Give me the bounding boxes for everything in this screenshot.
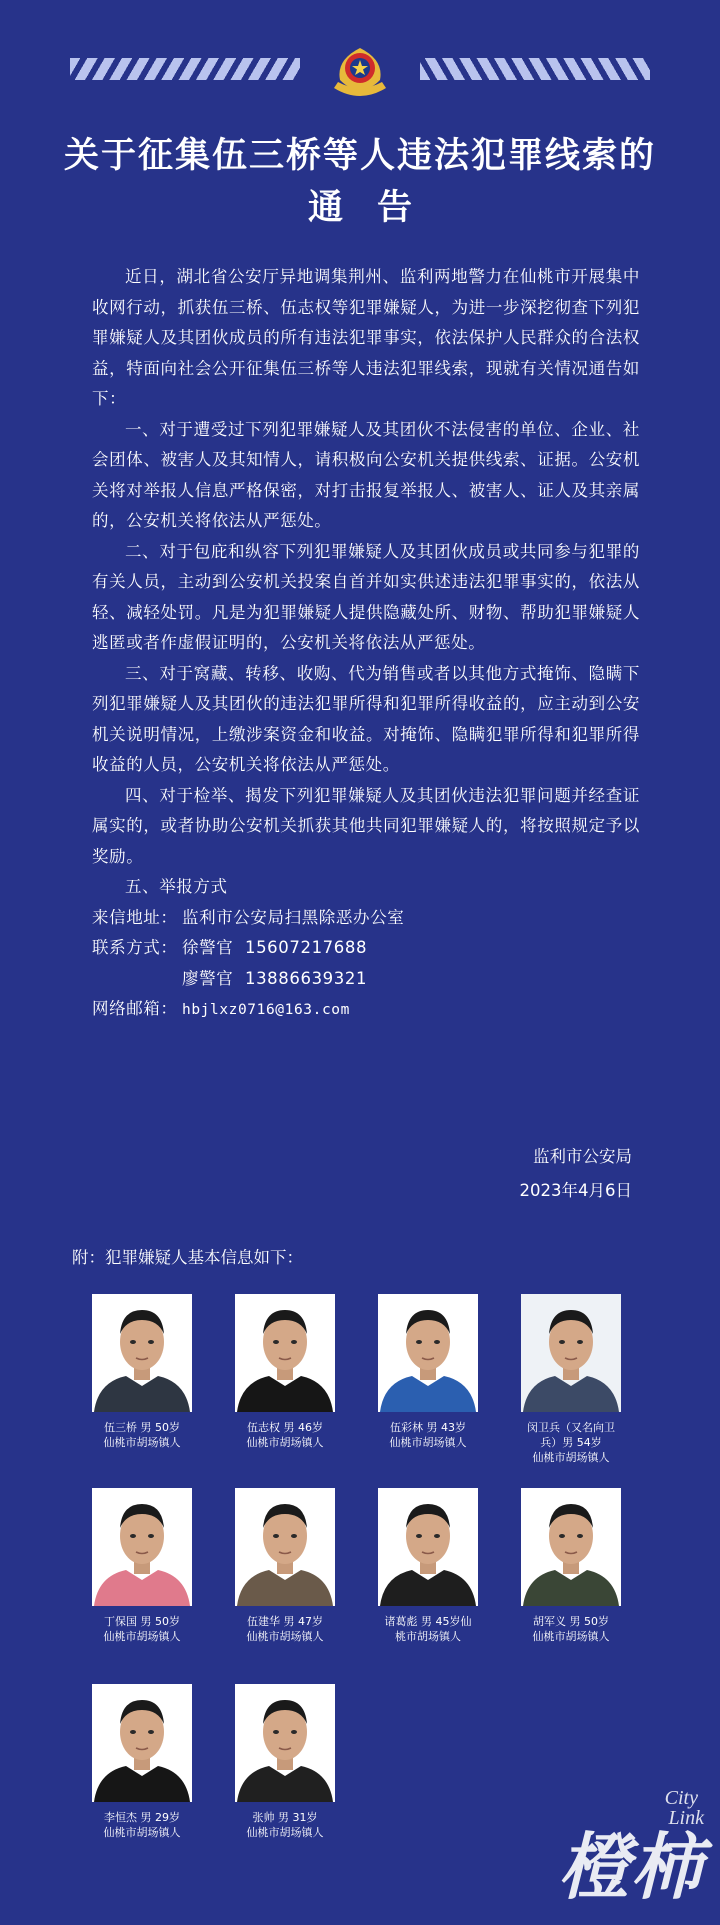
suspect-caption-line2: 仙桃市胡场镇人 <box>246 1826 324 1839</box>
email-label: 网络邮箱： <box>92 999 178 1018</box>
suspect-caption-line2: 仙桃市胡场镇人 <box>246 1436 324 1449</box>
portrait-icon <box>235 1488 335 1606</box>
header-stripe-right <box>420 58 650 80</box>
suspect-caption <box>219 1810 351 1840</box>
portrait-icon <box>235 1294 335 1412</box>
suspect-caption-line2: 桃市胡场镇人 <box>395 1630 461 1643</box>
address-value: 监利市公安局扫黑除恶办公室 <box>182 907 405 927</box>
watermark-text: 橙柿 <box>558 1825 703 1909</box>
address-label: 来信地址： <box>92 907 178 927</box>
email-row <box>92 994 640 1026</box>
phone-value-1: 徐警官 15607217688 <box>182 938 368 957</box>
suspect-caption-line1: 胡军义 男 50岁 <box>533 1615 609 1628</box>
annex-title: 附：犯罪嫌疑人基本信息如下： <box>72 1248 303 1267</box>
suspect-caption <box>505 1614 637 1644</box>
clause-5-heading: 五、举报方式 <box>125 877 228 896</box>
watermark-sub1: City <box>664 1787 698 1809</box>
clause-2: 二、对于包庇和纵容下列犯罪嫌疑人及其团伙成员或共同参与犯罪的有关人员，主动到公安机关投案自首并如实供述违法犯罪事实的，依法从轻、减轻处罚。凡是为犯罪嫌疑人提供隐藏处所、财物、帮助犯罪嫌疑人逃匿或者作虚假证明的，公安机关将依法从严惩处。 <box>92 541 640 652</box>
suspect-caption-line2: 仙桃市胡场镇人 <box>103 1630 181 1643</box>
portrait-icon <box>92 1294 192 1412</box>
clause-4: 四、对于检举、揭发下列犯罪嫌疑人及其团伙违法犯罪问题并经查证属实的，或者协助公安机关抓获其他共同犯罪嫌疑人的，将按照规定予以奖励。 <box>92 785 640 866</box>
suspect-photo <box>521 1488 621 1606</box>
header-stripe-left <box>70 58 300 80</box>
watermark-logo <box>548 1762 718 1912</box>
police-badge-icon <box>326 42 394 100</box>
suspect-caption-line1: 伍建华 男 47岁 <box>247 1615 323 1628</box>
suspect-caption-line1: 李恒杰 男 29岁 <box>104 1811 180 1824</box>
portrait-icon <box>521 1488 621 1606</box>
suspect-photo <box>378 1488 478 1606</box>
suspect-caption-line1: 伍彩林 男 43岁 <box>390 1421 466 1434</box>
phone-value-2: 廖警官 13886639321 <box>182 968 368 988</box>
suspect-caption-line1: 张帅 男 31岁 <box>252 1811 318 1824</box>
portrait-icon <box>92 1488 192 1606</box>
email-value: hbjlxz0716@163.com <box>182 1002 350 1018</box>
issuing-organization: 监利市公安局 <box>533 1147 632 1166</box>
suspect-caption-line1: 诸葛彪 男 45岁仙 <box>384 1615 472 1628</box>
suspect-photo <box>235 1294 335 1412</box>
suspect-caption-line2: 仙桃市胡场镇人 <box>532 1630 610 1643</box>
suspect-photo <box>521 1294 621 1412</box>
phone-row-2 <box>92 964 640 995</box>
portrait-icon <box>378 1488 478 1606</box>
suspect-photo <box>378 1294 478 1412</box>
suspect-caption-line1: 伍三桥 男 50岁 <box>104 1421 180 1434</box>
suspect-caption-line2: 仙桃市胡场镇人 <box>103 1436 181 1449</box>
suspect-caption <box>76 1810 208 1840</box>
suspect-caption-line2: 兵）男 54岁 <box>540 1436 602 1449</box>
suspect-photo <box>235 1488 335 1606</box>
suspect-photo <box>235 1684 335 1802</box>
suspect-photo <box>92 1488 192 1606</box>
portrait-icon <box>378 1294 478 1412</box>
suspect-caption-line2: 仙桃市胡场镇人 <box>103 1826 181 1839</box>
notice-title-suffix: 通告 <box>307 188 446 228</box>
suspect-caption <box>219 1420 351 1450</box>
suspect-caption-line2: 仙桃市胡场镇人 <box>246 1630 324 1643</box>
issue-date: 2023年4月6日 <box>519 1181 632 1200</box>
suspect-caption-line3: 仙桃市胡场镇人 <box>532 1451 610 1464</box>
phone-row <box>92 933 640 964</box>
portrait-icon <box>235 1684 335 1802</box>
suspect-caption <box>362 1420 494 1450</box>
suspect-caption <box>76 1614 208 1644</box>
suspect-caption <box>505 1420 637 1465</box>
suspect-caption-line1: 丁保国 男 50岁 <box>104 1615 180 1628</box>
clause-3: 三、对于窝藏、转移、收购、代为销售或者以其他方式掩饰、隐瞒下列犯罪嫌疑人及其团伙的违法犯罪所得和犯罪所得收益的，应主动到公安机关说明情况，上缴涉案资金和收益。对掩饰、隐瞒犯罪所得和犯罪所得收益的人员，公安机关将依法从严惩处。 <box>92 663 640 774</box>
suspect-caption <box>362 1614 494 1644</box>
portrait-icon <box>521 1294 621 1412</box>
intro-paragraph: 近日，湖北省公安厅异地调集荆州、监利两地警力在仙桃市开展集中收网行动，抓获伍三桥、伍志权等犯罪嫌疑人，为进一步深挖彻查下列犯罪嫌疑人及其团伙成员的所有违法犯罪事实，依法保护人民群众的合法权益，特面向社会公开征集伍三桥等人违法犯罪线索，现就有关情况通告如下： <box>92 267 640 408</box>
suspect-caption-line2: 仙桃市胡场镇人 <box>389 1436 467 1449</box>
notice-title: 关于征集伍三桥等人违法犯罪线索的 <box>63 136 656 176</box>
suspect-photo <box>92 1684 192 1802</box>
suspect-caption-line1: 伍志权 男 46岁 <box>247 1421 323 1434</box>
watermark-sub2: Link <box>668 1807 704 1829</box>
address-row <box>92 903 640 934</box>
clause-1: 一、对于遭受过下列犯罪嫌疑人及其团伙不法侵害的单位、企业、社会团体、被害人及其知情人，请积极向公安机关提供线索、证据。公安机关将对举报人信息严格保密，对打击报复举报人、被害人、证人及其亲属的，公安机关将依法从严惩处。 <box>92 419 640 530</box>
suspect-caption-line1: 闵卫兵（又名向卫 <box>527 1421 615 1434</box>
suspect-caption <box>76 1420 208 1450</box>
suspect-caption <box>219 1614 351 1644</box>
suspect-photo <box>92 1294 192 1412</box>
phone-label: 联系方式： <box>92 938 178 957</box>
notice-body <box>92 262 640 1026</box>
portrait-icon <box>92 1684 192 1802</box>
